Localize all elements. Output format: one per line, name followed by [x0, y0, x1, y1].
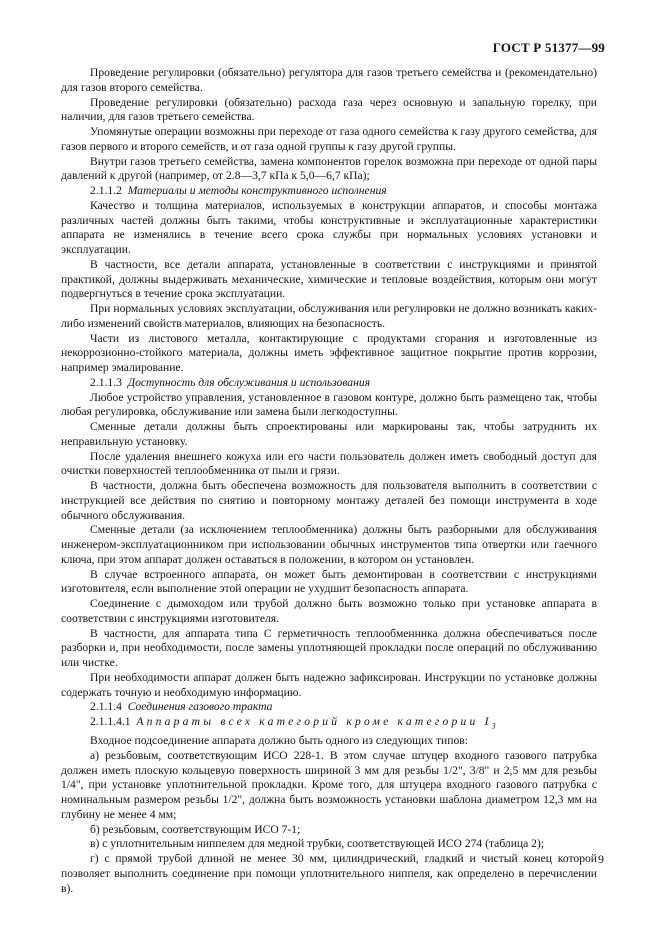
- paragraph: Внутри газов третьего семейства, замена компонентов горелок возможна при переходе от одной пары давлений к другой (например, от 2.8—3,7 кПа к 5,0—6,7 кПа);: [61, 154, 597, 183]
- section-title-subscript: 3: [491, 721, 496, 731]
- document-body: [61, 66, 597, 896]
- paragraph: Соединение с дымоходом или трубой должно быть возможно только при установке аппарата в соответствии с инструкциями изготовителя.: [61, 597, 597, 625]
- paragraph: В случае встроенного аппарата, он может быть демонтирован в соответствии с инструкциями изготовителя, если выполнение этой операции не ухудшит безопасность аппарата.: [61, 567, 597, 596]
- list-item: в) с уплотнительным ниппелем для медной трубки, соответствующей ИСО 274 (таблица 2);: [90, 837, 545, 851]
- paragraph: Упомянутые операции возможны при переходе от газа одного семейства к газу другого семейства, для газов первого и второго семейств, и от газа одной группы к газу другой группы.: [61, 125, 597, 153]
- document-header: ГОСТ Р 51377—99: [492, 40, 605, 55]
- paragraph: После удаления внешнего кожуха или его части пользователь должен иметь свободный доступ для очистки поверхностей теплообменника от пыли и грязи.: [61, 449, 597, 478]
- section-title: Материалы и методы конструктивного исполнения: [127, 184, 387, 197]
- section-number: 2.1.1.4.1: [90, 715, 131, 728]
- section-heading-21141: [61, 715, 597, 734]
- section-title: Аппараты всех категорий кроме категории I: [136, 715, 492, 728]
- page-number: 9: [598, 852, 604, 866]
- paragraph: Качество и толщина материалов, используемых в конструкции аппаратов, и способы монтажа различных частей должны быть такими, чтобы конструктивные и эксплуатационные характеристики аппарата не изменялись в течение всего срока службы при нормальных условиях установки и эксплуатации.: [61, 198, 597, 256]
- paragraph: Сменные детали (за исключением теплообменника) должны быть разборными для обслуживания инженером-эксплуатационником при использовании обычных инструментов типа отвертки или гаечного ключа, при этом аппарат должен оставаться в положении, в котором он установлен.: [61, 523, 597, 566]
- paragraph: Входное подсоединение аппарата должно быть одного из следующих типов:: [90, 734, 468, 748]
- paragraph: В частности, должна быть обеспечена возможность для пользователя выполнить в соответствии с инструкцией все действия по снятию и повторному монтажу деталей без помощи инструмента в ходе обычного обслуживания.: [61, 479, 597, 522]
- section-title: Доступность для обслуживания и использования: [127, 375, 371, 389]
- paragraph: Проведение регулировки (обязательно) регулятора для газов третьего семейства и (рекомендательно) для газов второго семейства.: [61, 66, 597, 94]
- section-number: 2.1.1.4: [90, 700, 122, 714]
- paragraph: Сменные детали должны быть спроектированы или маркированы так, чтобы затруднить их неправильную установку.: [61, 420, 597, 448]
- section-heading-2113: [61, 376, 597, 391]
- paragraph: При нормальных условиях эксплуатации, обслуживания или регулировки не должно возникать каких-либо изменений свойств материалов, влияющих на безопасность.: [61, 302, 597, 330]
- section-heading-2114: [61, 700, 597, 715]
- paragraph: Любое устройство управления, установленное в газовом контуре, должно быть размещено так, чтобы любая регулировка, обслуживание или замена были легкодоступны.: [61, 390, 597, 419]
- paragraph: В частности, все детали аппарата, установленные в соответствии с инструкциями и принятой практикой, должны выдерживать механические, химические и тепловые воздействия, которым они могут подвергнуться в течение срока эксплуатации.: [61, 257, 597, 301]
- list-item: б) резьбовым, соответствующим ИСО 7-1;: [90, 822, 301, 836]
- section-heading-2112: [61, 184, 597, 199]
- paragraph: Проведение регулировки (обязательно) расхода газа через основную и запальную горелку, при наличии, для газов третьего семейства.: [61, 95, 597, 124]
- paragraph: Части из листового металла, контактирующие с продуктами сгорания и изготовленные из некоррозионно-стойкого материала, должны иметь эффективное защитное покрытие против коррозии, например эмалирование.: [61, 331, 597, 374]
- list-item: г) с прямой трубой длиной не менее 30 мм, цилиндрический, гладкий и чистый конец которой позволяет выполнить соединение при помощи уплотнительного ниппеля, как определено в перечислении в).: [61, 852, 597, 895]
- paragraph: В частности, для аппарата типа С герметичность теплообменника должна обеспечиваться после разборки и, при необходимости, после замены уплотняющей прокладки после операций по обслуживанию или чистке.: [61, 626, 597, 669]
- section-title: Соединения газового тракта: [127, 700, 273, 714]
- list-item: а) резьбовым, соответствующим ИСО 228-1. В этом случае штуцер входного газового патрубка должен иметь плоскую кольцевую поверхность шириной 3 мм для резьбы 1/2", 3/8" и 2,5 мм для резьбы 1/4", при установке уплотнительной прокладки. Кроме того, для штуцера входного газового патрубка с номинальным размером резьбы 1/2", должна быть возможность установки шаблона диаметром 12,3 мм на глубину не менее 4 мм;: [61, 748, 597, 821]
- section-number: 2.1.1.3: [90, 375, 122, 389]
- paragraph: При необходимости аппарат должен быть надежно зафиксирован. Инструкции по установке должны содержать точную и необходимую информацию.: [61, 670, 597, 699]
- section-number: 2.1.1.2: [90, 184, 122, 197]
